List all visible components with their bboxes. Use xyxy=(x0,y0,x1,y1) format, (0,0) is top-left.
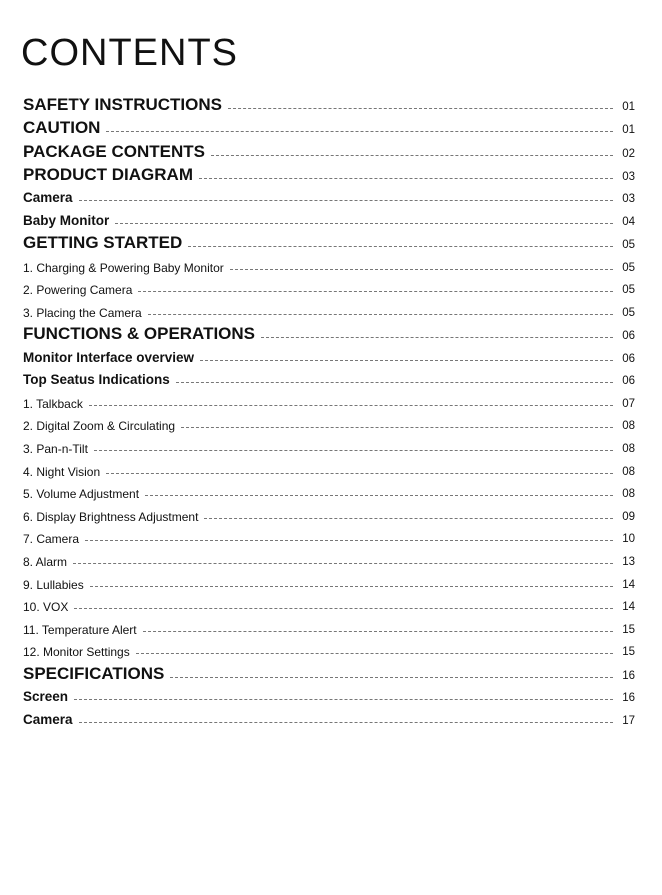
toc-entry xyxy=(23,276,635,299)
dot-leader xyxy=(74,607,613,609)
toc-entry-label: PACKAGE CONTENTS xyxy=(23,141,205,161)
toc-entry-label: Camera xyxy=(23,711,73,727)
dot-leader xyxy=(115,222,613,224)
toc-entry-page-number: 02 xyxy=(622,147,635,160)
toc-entry xyxy=(23,185,635,208)
toc-entry-page-number: 13 xyxy=(622,556,635,569)
toc-entry-label: 3. Placing the Camera xyxy=(23,305,142,320)
toc-entry-page-number: 01 xyxy=(622,124,635,137)
dot-leader xyxy=(211,154,613,156)
dot-leader xyxy=(79,199,613,201)
dot-leader xyxy=(136,652,613,654)
toc-entry-page-number: 14 xyxy=(622,601,635,614)
toc-entry-label: 11. Temperature Alert xyxy=(23,622,137,637)
toc-entry-label: Monitor Interface overview xyxy=(23,349,195,365)
toc-entry-label: Screen xyxy=(23,689,69,705)
toc-entry-page-number: 16 xyxy=(622,692,635,705)
dot-leader xyxy=(181,426,613,428)
toc-entry-page-number: 17 xyxy=(622,714,635,727)
toc-entry-label: Baby Monitor xyxy=(23,212,110,228)
dot-leader xyxy=(145,494,613,496)
dot-leader xyxy=(204,517,613,519)
dot-leader xyxy=(73,562,613,564)
toc-entry-label: 4. Night Vision xyxy=(23,464,101,479)
toc-entry xyxy=(23,502,635,525)
dot-leader xyxy=(79,721,613,723)
toc-entry-label: CAUTION xyxy=(23,118,101,138)
table-of-contents xyxy=(23,92,635,729)
toc-entry xyxy=(23,615,635,638)
toc-entry xyxy=(23,480,635,503)
toc-entry xyxy=(23,525,635,548)
toc-entry-page-number: 15 xyxy=(622,623,635,636)
dot-leader xyxy=(200,359,613,361)
dot-leader xyxy=(176,381,613,383)
toc-entry xyxy=(23,570,635,593)
dot-leader xyxy=(106,130,613,132)
toc-entry-page-number: 05 xyxy=(622,284,635,297)
toc-entry-label: GETTING STARTED xyxy=(23,233,183,253)
toc-entry-label: 7. Camera xyxy=(23,532,80,547)
toc-entry-page-number: 14 xyxy=(622,578,635,591)
toc-entry-label: 6. Display Brightness Adjustment xyxy=(23,509,199,524)
toc-entry-page-number: 16 xyxy=(622,669,635,682)
toc-entry-page-number: 08 xyxy=(622,488,635,501)
toc-entry xyxy=(23,684,635,707)
dot-leader xyxy=(90,585,613,587)
dot-leader xyxy=(94,449,613,451)
toc-entry xyxy=(23,706,635,729)
dot-leader xyxy=(199,177,613,179)
toc-entry xyxy=(23,389,635,412)
toc-entry-label: SAFETY INSTRUCTIONS xyxy=(23,95,222,115)
toc-entry-label: PRODUCT DIAGRAM xyxy=(23,164,193,184)
dot-leader xyxy=(89,404,613,406)
toc-entry-page-number: 06 xyxy=(622,330,635,343)
toc-entry xyxy=(23,162,635,185)
toc-entry-page-number: 08 xyxy=(622,420,635,433)
dot-leader xyxy=(261,336,613,338)
toc-entry-label: SPECIFICATIONS xyxy=(23,663,165,683)
dot-leader xyxy=(230,268,613,270)
toc-entry-page-number: 09 xyxy=(622,510,635,523)
toc-entry-label: 5. Volume Adjustment xyxy=(23,487,140,502)
toc-entry xyxy=(23,138,635,161)
toc-entry xyxy=(23,434,635,457)
toc-entry xyxy=(23,660,635,683)
dot-leader xyxy=(85,539,613,541)
toc-entry-page-number: 05 xyxy=(622,239,635,252)
toc-entry-label: 9. Lullabies xyxy=(23,577,84,592)
dot-leader xyxy=(148,313,613,315)
dot-leader xyxy=(188,245,613,247)
toc-entry-page-number: 10 xyxy=(622,533,635,546)
toc-entry xyxy=(23,92,635,115)
toc-entry xyxy=(23,638,635,661)
toc-entry xyxy=(23,115,635,138)
toc-entry-label: 12. Monitor Settings xyxy=(23,645,130,660)
toc-entry-label: 1. Charging & Powering Baby Monitor xyxy=(23,260,224,275)
dot-leader xyxy=(170,676,613,678)
dot-leader xyxy=(74,698,613,700)
toc-entry-page-number: 05 xyxy=(622,261,635,274)
toc-entry-label: Top Seatus Indications xyxy=(23,372,170,388)
dot-leader xyxy=(228,107,613,109)
toc-entry-label: 2. Powering Camera xyxy=(23,283,133,298)
toc-entry xyxy=(23,412,635,435)
toc-entry-label: 2. Digital Zoom & Circulating xyxy=(23,419,176,434)
toc-entry-page-number: 01 xyxy=(622,101,635,114)
toc-entry-page-number: 06 xyxy=(622,352,635,365)
toc-entry-page-number: 08 xyxy=(622,443,635,456)
toc-entry-page-number: 06 xyxy=(622,375,635,388)
toc-entry-label: 3. Pan-n-Tilt xyxy=(23,442,88,457)
toc-entry xyxy=(23,321,635,344)
toc-entry-page-number: 05 xyxy=(622,306,635,319)
toc-entry xyxy=(23,207,635,230)
toc-entry-label: Camera xyxy=(23,190,73,206)
toc-entry-label: 10. VOX xyxy=(23,600,69,615)
toc-entry-page-number: 08 xyxy=(622,465,635,478)
page-title: CONTENTS xyxy=(21,32,238,74)
toc-entry xyxy=(23,593,635,616)
toc-entry xyxy=(23,367,635,390)
toc-entry-page-number: 03 xyxy=(622,170,635,183)
toc-entry xyxy=(23,253,635,276)
toc-entry-page-number: 04 xyxy=(622,215,635,228)
toc-entry-page-number: 03 xyxy=(622,193,635,206)
toc-entry-label: 1. Talkback xyxy=(23,396,83,411)
dot-leader xyxy=(138,290,613,292)
toc-entry xyxy=(23,457,635,480)
toc-entry xyxy=(23,298,635,321)
toc-entry xyxy=(23,547,635,570)
toc-entry xyxy=(23,344,635,367)
dot-leader xyxy=(106,472,613,474)
toc-entry-page-number: 07 xyxy=(622,397,635,410)
toc-entry-label: 8. Alarm xyxy=(23,555,68,570)
toc-entry-page-number: 15 xyxy=(622,646,635,659)
toc-entry-label: FUNCTIONS & OPERATIONS xyxy=(23,324,256,344)
dot-leader xyxy=(143,630,613,632)
toc-entry xyxy=(23,230,635,253)
